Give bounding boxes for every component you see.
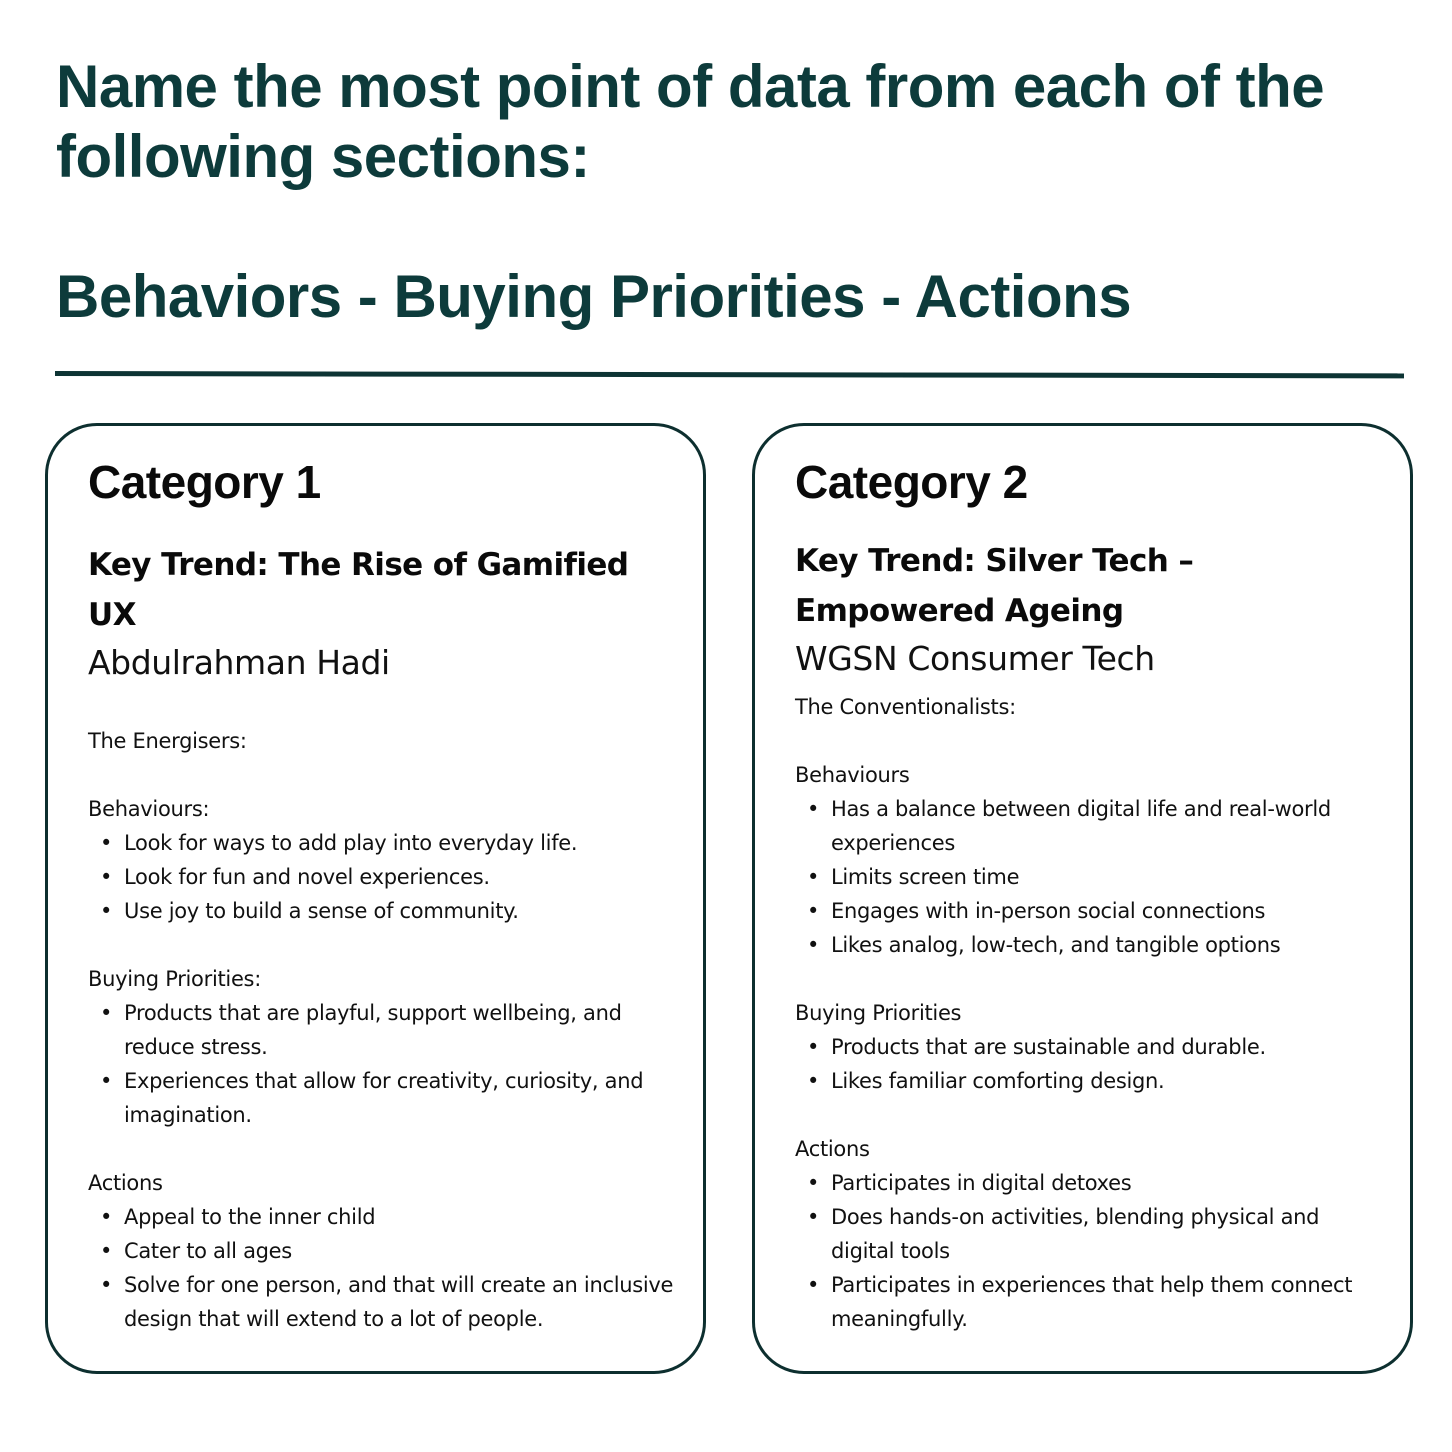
behaviours-list <box>795 792 1385 962</box>
list-item-text: Solve for one person, and that will create an inclusive design that will extend to a lot of people. <box>124 1273 674 1331</box>
list-item <box>88 860 678 894</box>
buying-priorities-list <box>88 996 678 1132</box>
trend-author: Abdulrahman Hadi <box>88 643 390 682</box>
bullet-icon: • <box>100 1239 113 1263</box>
list-item <box>795 1166 1385 1200</box>
page-title: Name the most point of data from each of the following sections: <box>56 53 1325 190</box>
page-subtitle: Behaviors - Buying Priorities - Actions <box>56 263 1132 330</box>
list-item-text: Experiences that allow for creativity, curiosity, and imagination. <box>124 1069 644 1127</box>
list-item <box>795 792 1385 860</box>
bullet-icon: • <box>100 1205 113 1229</box>
list-item <box>88 1268 678 1336</box>
actions-label: Actions <box>795 1137 870 1161</box>
bullet-icon: • <box>807 1035 820 1059</box>
list-item-text: Engages with in-person social connections <box>831 899 1266 923</box>
bullet-icon: • <box>100 899 113 923</box>
list-item-text: Limits screen time <box>831 865 1020 889</box>
list-item <box>795 928 1385 962</box>
actions-list <box>88 1200 678 1336</box>
list-item <box>795 894 1385 928</box>
bullet-icon: • <box>100 1069 113 1093</box>
bullet-icon: • <box>807 1171 820 1195</box>
key-trend-title: Key Trend: Silver Tech – Empowered Ageing <box>795 543 1194 629</box>
list-item <box>88 1064 678 1132</box>
list-item <box>88 1234 678 1268</box>
persona-label: The Conventionalists: <box>795 695 1016 719</box>
list-item-text: Has a balance between digital life and real-world experiences <box>831 797 1331 855</box>
bullet-icon: • <box>807 1273 820 1297</box>
bullet-icon: • <box>807 797 820 821</box>
category-card-1 <box>45 423 706 1374</box>
actions-list <box>795 1166 1385 1336</box>
behaviours-label: Behaviours: <box>88 797 210 821</box>
list-item <box>795 1268 1385 1336</box>
list-item <box>795 1200 1385 1268</box>
list-item-text: Does hands-on activities, blending physical and digital tools <box>831 1205 1320 1263</box>
list-item-text: Appeal to the inner child <box>124 1205 376 1229</box>
bullet-icon: • <box>807 865 820 889</box>
list-item-text: Products that are sustainable and durable. <box>831 1035 1266 1059</box>
list-item-text: Products that are playful, support wellbeing, and reduce stress. <box>124 1001 622 1059</box>
list-item-text: Look for fun and novel experiences. <box>124 865 490 889</box>
list-item-text: Cater to all ages <box>124 1239 292 1263</box>
bullet-icon: • <box>100 1273 113 1297</box>
category-card-2 <box>752 423 1413 1374</box>
buying-priorities-label: Buying Priorities: <box>88 967 261 991</box>
divider-rule <box>55 371 1404 378</box>
list-item <box>88 1200 678 1234</box>
list-item-text: Participates in digital detoxes <box>831 1171 1132 1195</box>
behaviours-label: Behaviours <box>795 763 910 787</box>
list-item <box>795 1030 1385 1064</box>
list-item <box>88 826 678 860</box>
list-item <box>795 1064 1385 1098</box>
actions-label: Actions <box>88 1171 163 1195</box>
list-item <box>88 996 678 1064</box>
list-item-text: Likes familiar comforting design. <box>831 1069 1165 1093</box>
list-item-text: Use joy to build a sense of community. <box>124 899 519 923</box>
key-trend-title: Key Trend: The Rise of Gamified UX <box>88 547 629 633</box>
behaviours-list <box>88 826 678 928</box>
bullet-icon: • <box>807 1069 820 1093</box>
bullet-icon: • <box>100 865 113 889</box>
buying-priorities-label: Buying Priorities <box>795 1001 962 1025</box>
buying-priorities-list <box>795 1030 1385 1098</box>
persona-label: The Energisers: <box>88 729 247 753</box>
list-item-text: Likes analog, low-tech, and tangible options <box>831 933 1281 957</box>
bullet-icon: • <box>100 1001 113 1025</box>
bullet-icon: • <box>807 899 820 923</box>
list-item-text: Participates in experiences that help them connect meaningfully. <box>831 1273 1353 1331</box>
trend-author: WGSN Consumer Tech <box>795 639 1155 678</box>
category-title: Category 1 <box>88 456 321 508</box>
list-item <box>88 894 678 928</box>
bullet-icon: • <box>807 933 820 957</box>
category-title: Category 2 <box>795 456 1028 508</box>
list-item-text: Look for ways to add play into everyday life. <box>124 831 578 855</box>
bullet-icon: • <box>100 831 113 855</box>
list-item <box>795 860 1385 894</box>
bullet-icon: • <box>807 1205 820 1229</box>
